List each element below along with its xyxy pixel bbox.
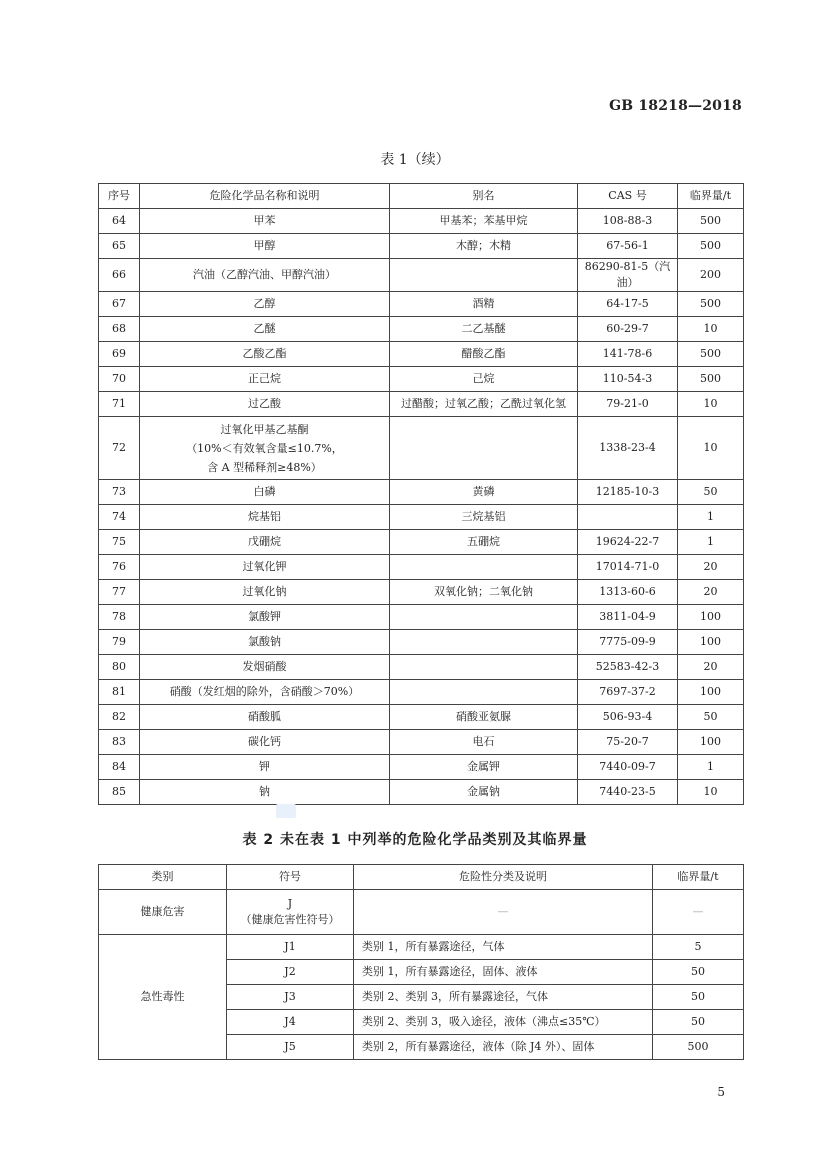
chemical-name-cell: 过氧化甲基乙基酮 （10%＜有效氧含量≤10.7%， 含 A 型稀释剂≥48%） bbox=[140, 417, 390, 480]
threshold-cell: 100 bbox=[678, 605, 744, 630]
alias-cell bbox=[390, 555, 578, 580]
row-index-cell: 66 bbox=[99, 259, 140, 292]
chemical-name-cell: 乙醚 bbox=[140, 317, 390, 342]
table-row bbox=[99, 392, 744, 417]
cas-number-cell: 52583-42-3 bbox=[578, 655, 678, 680]
symbol-cell: J4 bbox=[227, 1010, 354, 1035]
col-header-category: 类别 bbox=[99, 865, 227, 890]
threshold-cell: — bbox=[653, 890, 744, 935]
threshold-cell: 500 bbox=[653, 1035, 744, 1060]
threshold-cell: 1 bbox=[678, 505, 744, 530]
table-row bbox=[99, 680, 744, 705]
cas-number-cell: 12185-10-3 bbox=[578, 480, 678, 505]
chemical-name-cell: 氯酸钠 bbox=[140, 630, 390, 655]
threshold-cell: 500 bbox=[678, 234, 744, 259]
cas-number-cell: 3811-04-9 bbox=[578, 605, 678, 630]
row-index-cell: 72 bbox=[99, 417, 140, 480]
chemical-name-cell: 钠 bbox=[140, 780, 390, 805]
alias-cell: 二乙基醚 bbox=[390, 317, 578, 342]
alias-cell: 甲基苯；苯基甲烷 bbox=[390, 209, 578, 234]
category-cell: 健康危害 bbox=[99, 890, 227, 935]
row-index-cell: 83 bbox=[99, 730, 140, 755]
table-row bbox=[99, 705, 744, 730]
chemical-name-cell: 过氧化钾 bbox=[140, 555, 390, 580]
threshold-cell: 500 bbox=[678, 209, 744, 234]
category-cell: 急性毒性 bbox=[99, 935, 227, 1060]
table2-caption: 表 2 未在表 1 中列举的危险化学品类别及其临界量 bbox=[242, 832, 588, 848]
cas-number-cell: 19624-22-7 bbox=[578, 530, 678, 555]
threshold-cell: 50 bbox=[653, 960, 744, 985]
table-row bbox=[99, 234, 744, 259]
classification-cell: 类别 1，所有暴露途径，固体、液体 bbox=[354, 960, 653, 985]
symbol-cell: J2 bbox=[227, 960, 354, 985]
col-header-cas: CAS 号 bbox=[578, 184, 678, 209]
table-row bbox=[99, 480, 744, 505]
table-row bbox=[99, 530, 744, 555]
row-index-cell: 64 bbox=[99, 209, 140, 234]
table1-caption: 表 1（续） bbox=[380, 152, 450, 168]
threshold-cell: 500 bbox=[678, 292, 744, 317]
alias-cell: 醋酸乙酯 bbox=[390, 342, 578, 367]
chemical-name-cell: 乙酸乙酯 bbox=[140, 342, 390, 367]
classification-cell: 类别 2、类别 3，所有暴露途径，气体 bbox=[354, 985, 653, 1010]
col-header-alias: 别名 bbox=[390, 184, 578, 209]
row-index-cell: 79 bbox=[99, 630, 140, 655]
threshold-cell: 50 bbox=[678, 705, 744, 730]
alias-cell: 硝酸亚氨脲 bbox=[390, 705, 578, 730]
threshold-cell: 1 bbox=[678, 530, 744, 555]
classification-cell: 类别 2、类别 3，吸入途径，液体（沸点≤35℃） bbox=[354, 1010, 653, 1035]
alias-cell bbox=[390, 417, 578, 480]
row-index-cell: 65 bbox=[99, 234, 140, 259]
alias-cell: 酒精 bbox=[390, 292, 578, 317]
table-row bbox=[99, 292, 744, 317]
table-row bbox=[99, 209, 744, 234]
cas-number-cell: 110-54-3 bbox=[578, 367, 678, 392]
cas-number-cell: 7775-09-9 bbox=[578, 630, 678, 655]
row-index-cell: 85 bbox=[99, 780, 140, 805]
threshold-cell: 10 bbox=[678, 392, 744, 417]
table-row bbox=[99, 259, 744, 292]
standard-number: GB 18218—2018 bbox=[609, 98, 742, 114]
table-row bbox=[99, 367, 744, 392]
threshold-cell: 500 bbox=[678, 342, 744, 367]
table-row bbox=[99, 555, 744, 580]
row-index-cell: 67 bbox=[99, 292, 140, 317]
chemical-name-cell: 硝酸（发红烟的除外，含硝酸＞70%） bbox=[140, 680, 390, 705]
table2-header-row bbox=[99, 865, 744, 890]
threshold-cell: 20 bbox=[678, 555, 744, 580]
cas-number-cell: 7440-09-7 bbox=[578, 755, 678, 780]
table-row bbox=[99, 605, 744, 630]
threshold-cell: 20 bbox=[678, 580, 744, 605]
table2 bbox=[98, 864, 744, 1060]
symbol-cell: J1 bbox=[227, 935, 354, 960]
alias-cell: 黄磷 bbox=[390, 480, 578, 505]
row-index-cell: 73 bbox=[99, 480, 140, 505]
chemical-name-cell: 甲醇 bbox=[140, 234, 390, 259]
chemical-name-cell: 甲苯 bbox=[140, 209, 390, 234]
symbol-cell: J5 bbox=[227, 1035, 354, 1060]
row-index-cell: 69 bbox=[99, 342, 140, 367]
table-row bbox=[99, 630, 744, 655]
cas-number-cell: 60-29-7 bbox=[578, 317, 678, 342]
cas-number-cell: 67-56-1 bbox=[578, 234, 678, 259]
classification-cell: 类别 1，所有暴露途径，气体 bbox=[354, 935, 653, 960]
threshold-cell: 10 bbox=[678, 780, 744, 805]
row-index-cell: 82 bbox=[99, 705, 140, 730]
alias-cell: 木醇；木精 bbox=[390, 234, 578, 259]
alias-cell: 过醋酸；过氧乙酸；乙酰过氧化氢 bbox=[390, 392, 578, 417]
alias-cell: 五硼烷 bbox=[390, 530, 578, 555]
alias-cell bbox=[390, 680, 578, 705]
table1-header-row bbox=[99, 184, 744, 209]
alias-cell bbox=[390, 259, 578, 292]
row-index-cell: 81 bbox=[99, 680, 140, 705]
table-row bbox=[99, 505, 744, 530]
symbol-cell: J3 bbox=[227, 985, 354, 1010]
cas-number-cell: 141-78-6 bbox=[578, 342, 678, 367]
alias-cell: 电石 bbox=[390, 730, 578, 755]
watermark-stamp bbox=[276, 804, 296, 818]
chemical-name-cell: 氯酸钾 bbox=[140, 605, 390, 630]
cas-number-cell: 64-17-5 bbox=[578, 292, 678, 317]
threshold-cell: 500 bbox=[678, 367, 744, 392]
row-index-cell: 77 bbox=[99, 580, 140, 605]
col-header-name: 危险化学品名称和说明 bbox=[140, 184, 390, 209]
chemical-name-cell: 戊硼烷 bbox=[140, 530, 390, 555]
row-index-cell: 80 bbox=[99, 655, 140, 680]
alias-cell bbox=[390, 605, 578, 630]
cas-number-cell: 506-93-4 bbox=[578, 705, 678, 730]
chemical-name-cell: 汽油（乙醇汽油、甲醇汽油） bbox=[140, 259, 390, 292]
chemical-name-cell: 白磷 bbox=[140, 480, 390, 505]
table-row bbox=[99, 317, 744, 342]
threshold-cell: 1 bbox=[678, 755, 744, 780]
row-index-cell: 75 bbox=[99, 530, 140, 555]
chemical-name-cell: 碳化钙 bbox=[140, 730, 390, 755]
alias-cell: 双氧化钠；二氧化钠 bbox=[390, 580, 578, 605]
chemical-name-cell: 正己烷 bbox=[140, 367, 390, 392]
row-index-cell: 74 bbox=[99, 505, 140, 530]
table-row bbox=[99, 655, 744, 680]
table-row bbox=[99, 755, 744, 780]
threshold-cell: 100 bbox=[678, 630, 744, 655]
cas-number-cell: 79-21-0 bbox=[578, 392, 678, 417]
cas-number-cell: 17014-71-0 bbox=[578, 555, 678, 580]
threshold-cell: 10 bbox=[678, 417, 744, 480]
cas-number-cell: 1338-23-4 bbox=[578, 417, 678, 480]
cas-number-cell bbox=[578, 505, 678, 530]
alias-cell: 三烷基铝 bbox=[390, 505, 578, 530]
chemical-name-cell: 过氧化钠 bbox=[140, 580, 390, 605]
row-index-cell: 78 bbox=[99, 605, 140, 630]
threshold-cell: 100 bbox=[678, 730, 744, 755]
chemical-name-cell: 发烟硝酸 bbox=[140, 655, 390, 680]
threshold-cell: 10 bbox=[678, 317, 744, 342]
row-index-cell: 70 bbox=[99, 367, 140, 392]
table-row bbox=[99, 342, 744, 367]
threshold-cell: 50 bbox=[653, 985, 744, 1010]
threshold-cell: 50 bbox=[678, 480, 744, 505]
threshold-cell: 50 bbox=[653, 1010, 744, 1035]
classification-cell: 类别 2，所有暴露途径，液体（除 J4 外）、固体 bbox=[354, 1035, 653, 1060]
alias-cell: 己烷 bbox=[390, 367, 578, 392]
table-row bbox=[99, 890, 744, 935]
threshold-cell: 200 bbox=[678, 259, 744, 292]
alias-cell: 金属钾 bbox=[390, 755, 578, 780]
chemical-name-cell: 烷基铝 bbox=[140, 505, 390, 530]
classification-cell: — bbox=[354, 890, 653, 935]
chemical-name-cell: 硝酸胍 bbox=[140, 705, 390, 730]
symbol-cell: J （健康危害性符号） bbox=[227, 890, 354, 935]
threshold-cell: 5 bbox=[653, 935, 744, 960]
threshold-cell: 20 bbox=[678, 655, 744, 680]
table-row bbox=[99, 417, 744, 480]
table-row bbox=[99, 935, 744, 960]
cas-number-cell: 108-88-3 bbox=[578, 209, 678, 234]
alias-cell bbox=[390, 630, 578, 655]
cas-number-cell: 1313-60-6 bbox=[578, 580, 678, 605]
page-number: 5 bbox=[717, 1085, 725, 1099]
col-header-symbol: 符号 bbox=[227, 865, 354, 890]
row-index-cell: 71 bbox=[99, 392, 140, 417]
chemical-name-cell: 钾 bbox=[140, 755, 390, 780]
row-index-cell: 84 bbox=[99, 755, 140, 780]
col-header-threshold: 临界量/t bbox=[678, 184, 744, 209]
cas-number-cell: 75-20-7 bbox=[578, 730, 678, 755]
table-row bbox=[99, 730, 744, 755]
col-header-index: 序号 bbox=[99, 184, 140, 209]
table-row bbox=[99, 580, 744, 605]
cas-number-cell: 86290-81-5（汽油） bbox=[578, 259, 678, 292]
alias-cell bbox=[390, 655, 578, 680]
alias-cell: 金属钠 bbox=[390, 780, 578, 805]
chemical-name-cell: 乙醇 bbox=[140, 292, 390, 317]
table1 bbox=[98, 183, 744, 805]
chemical-name-cell: 过乙酸 bbox=[140, 392, 390, 417]
col-header-threshold: 临界量/t bbox=[653, 865, 744, 890]
table-row bbox=[99, 780, 744, 805]
col-header-classification: 危险性分类及说明 bbox=[354, 865, 653, 890]
row-index-cell: 76 bbox=[99, 555, 140, 580]
threshold-cell: 100 bbox=[678, 680, 744, 705]
cas-number-cell: 7697-37-2 bbox=[578, 680, 678, 705]
row-index-cell: 68 bbox=[99, 317, 140, 342]
cas-number-cell: 7440-23-5 bbox=[578, 780, 678, 805]
